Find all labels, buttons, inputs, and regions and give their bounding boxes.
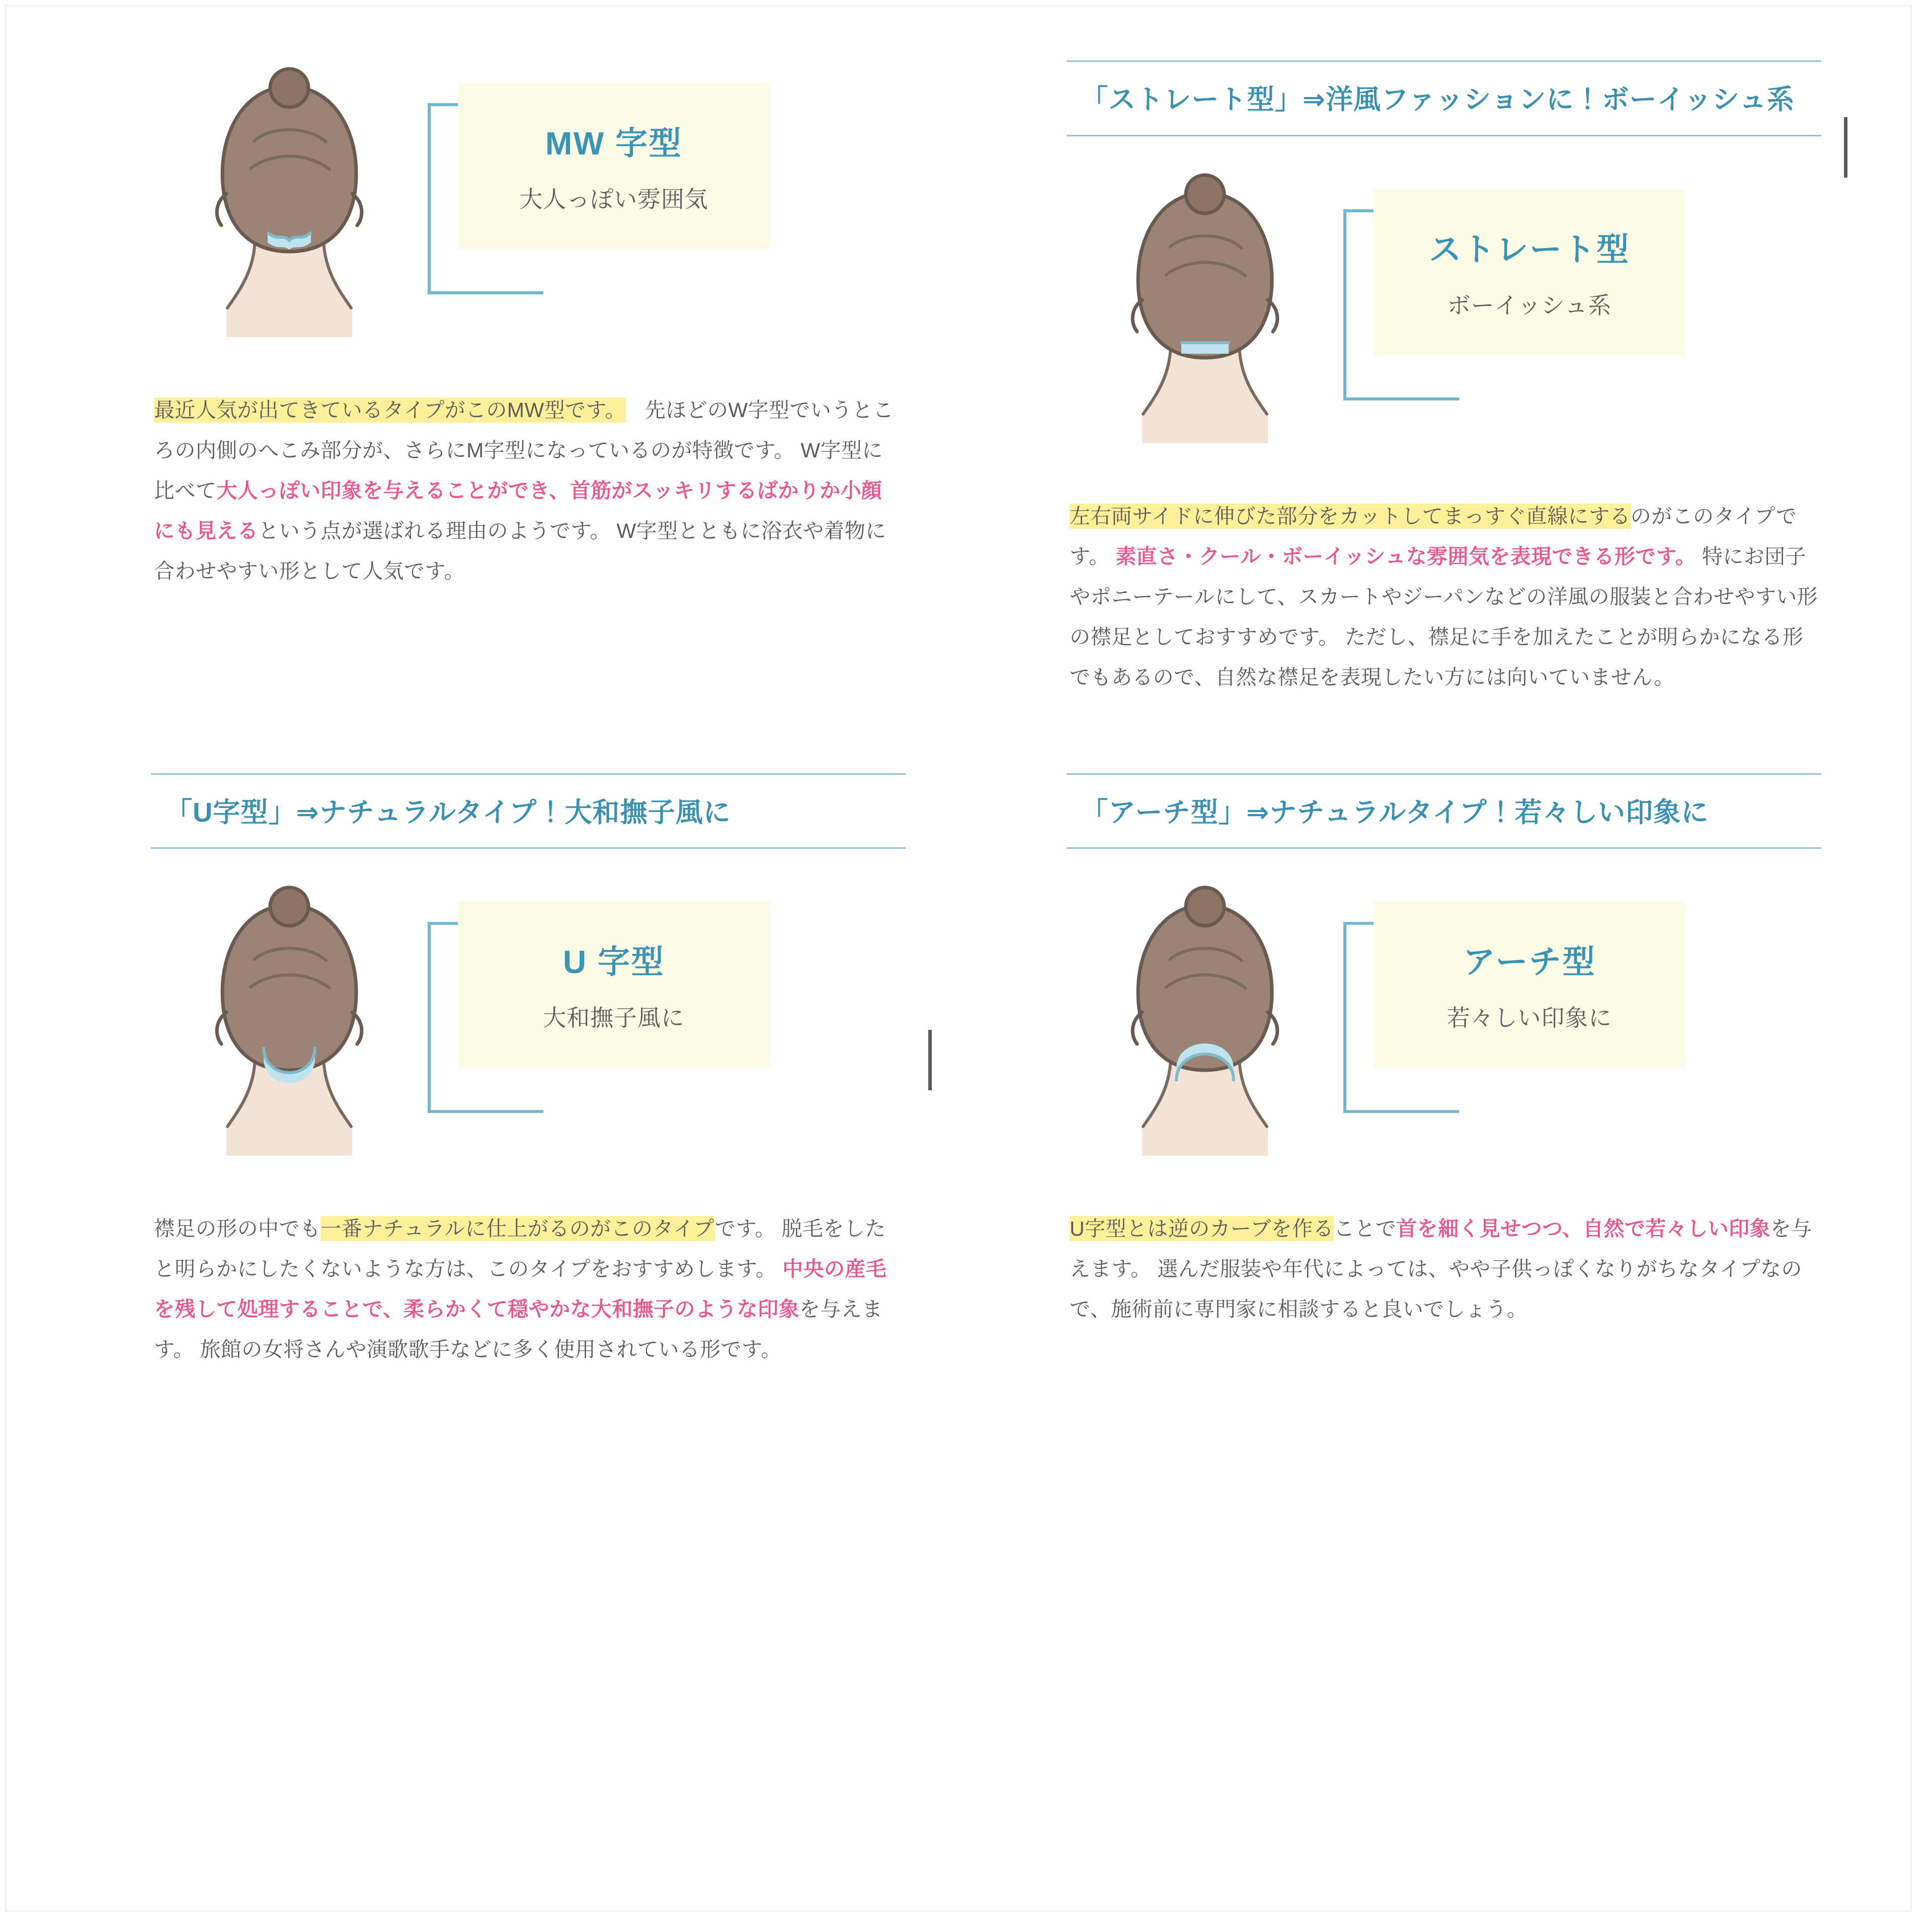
body-text-3: を与えます。 旅館の女将さんや演歌歌手などに多く使用されている形です。 xyxy=(154,1298,883,1361)
section-arch-heading-text: 「アーチ型」⇒ナチュラルタイプ！若々しい印象に xyxy=(1081,797,1709,828)
section-straight-figure-row xyxy=(1067,167,1821,468)
caption-title: U 字型 xyxy=(562,944,665,981)
caption-card-body xyxy=(1374,189,1685,355)
heading-tick-mark xyxy=(1844,117,1847,178)
caption-title: アーチ型 xyxy=(1463,944,1596,981)
caption-card-body xyxy=(458,902,770,1068)
section-u-body xyxy=(151,1209,906,1370)
section-straight-body xyxy=(1067,497,1821,698)
section-straight-heading xyxy=(1067,60,1821,136)
caption-card-straight xyxy=(1343,209,1781,426)
body-emphasis: 中央の産毛を残して処理することで、柔らかくて穏やかな大和撫子のような印象 xyxy=(154,1257,887,1321)
body-highlight: 一番ナチュラルに仕上がるのがこのタイプ xyxy=(320,1217,715,1241)
caption-subtitle: 大人っぽい雰囲気 xyxy=(519,186,708,212)
section-u-heading-text: 「U字型」⇒ナチュラルタイプ！大和撫子風に xyxy=(165,797,731,828)
section-arch-body xyxy=(1067,1209,1821,1330)
section-mw xyxy=(151,60,906,698)
caption-card-body xyxy=(458,83,770,249)
body-text-2: を与えます。 選んだ服装や年代によっては、やや子供っぽくなりがちなタイプなので、施術前に専門家に相談すると良いでしょう。 xyxy=(1070,1217,1812,1321)
body-text-2: 特にお団子やポニーテールにして、スカートやジーパンなどの洋風の服装と合わせやすい形の襟足としておすすめです。 ただし、襟足に手を加えたことが明らかになる形でもあるので、自然な襟足を表現したい方には向いていません。 xyxy=(1070,544,1818,689)
body-highlight: 左右両サイドに伸びた部分をカットしてまっすぐ直線にする xyxy=(1070,504,1631,528)
section-straight xyxy=(1067,60,1821,698)
body-text: のがこのタイプです。 xyxy=(1070,504,1797,568)
caption-card-mw xyxy=(428,103,865,319)
body-emphasis: 大人っぽい印象を与えることができ、首筋がスッキリするばかりか小顔にも見える xyxy=(154,478,882,542)
illustration-straight xyxy=(1067,172,1348,463)
body-text: 襟足の形の中でも xyxy=(154,1217,321,1241)
caption-title: ストレート型 xyxy=(1429,231,1630,268)
illustration-u xyxy=(151,884,433,1176)
caption-subtitle: ボーイッシュ系 xyxy=(1447,292,1612,318)
body-highlight: 最近人気が出てきているタイプがこのMW型です。 xyxy=(154,398,626,422)
section-u xyxy=(151,773,906,1371)
section-arch-figure-row xyxy=(1067,879,1821,1181)
section-straight-heading-text: 「ストレート型」⇒洋風ファッションに！ボーイッシュ系 xyxy=(1081,85,1795,115)
caption-card-arch xyxy=(1343,922,1781,1138)
caption-card-u xyxy=(428,922,865,1138)
body-text: ことで xyxy=(1333,1217,1397,1241)
body-highlight: U字型とは逆のカーブを作る xyxy=(1070,1217,1334,1241)
caption-subtitle: 大和撫子風に xyxy=(543,1005,685,1031)
body-emphasis: 首を細く見せつつ、自然で若々しい印象 xyxy=(1396,1217,1770,1241)
section-u-figure-row xyxy=(151,879,906,1181)
section-u-heading xyxy=(151,773,906,849)
section-mw-body xyxy=(151,390,906,592)
caption-card-body xyxy=(1374,902,1685,1068)
body-text-2: という点が選ばれる理由のようです。 W字型とともに浴衣や着物に合わせやすい形として人気です。 xyxy=(154,519,887,583)
body-text-2: です。 脱毛をしたと明らかにしたくないような方は、このタイプをおすすめします。 xyxy=(154,1217,886,1281)
sections-grid xyxy=(151,60,1821,1370)
illustration-mw xyxy=(151,65,433,357)
body-emphasis: 素直さ・クール・ボーイッシュな雰囲気を表現できる形です。 xyxy=(1115,544,1697,568)
body-text: 先ほどのW字型でいうところの内側のへこみ部分が、さらにM字型になっているのが特徴です。 W字型に比べて xyxy=(154,398,894,502)
caption-subtitle: 若々しい印象に xyxy=(1446,1005,1613,1031)
section-arch-heading xyxy=(1067,773,1821,849)
section-arch xyxy=(1067,773,1821,1371)
caption-title: MW 字型 xyxy=(545,125,683,162)
illustration-arch xyxy=(1067,884,1348,1176)
figure-tick-mark xyxy=(928,1030,932,1090)
section-mw-figure-row xyxy=(151,60,906,362)
